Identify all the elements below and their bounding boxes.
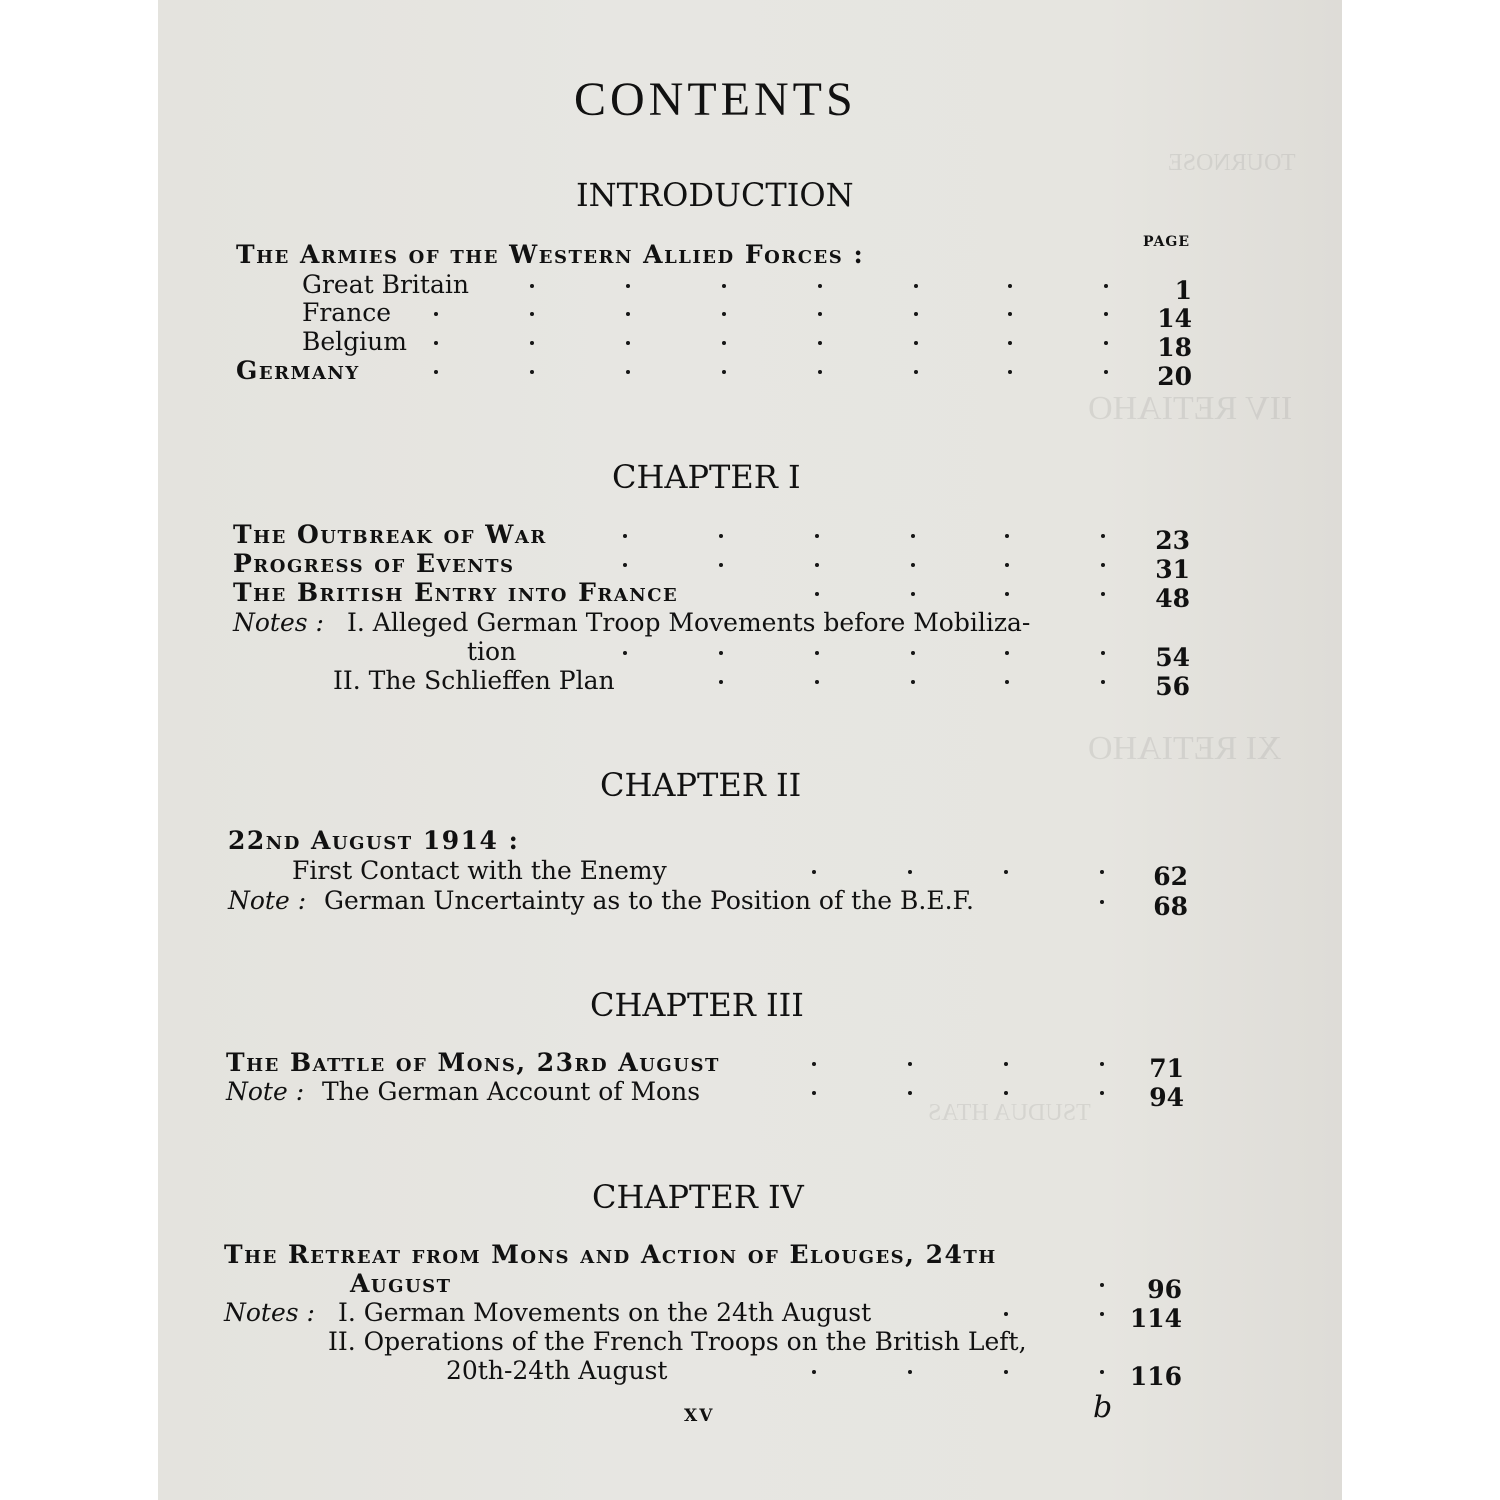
toc-entry-title: The British Entry into France — [233, 578, 679, 607]
chapter-4-heading: CHAPTER IV — [592, 1178, 804, 1216]
toc-entry-title: The Retreat from Mons and Action of Elouges, 24th — [224, 1240, 997, 1269]
toc-entry-title: tion — [467, 637, 517, 666]
toc-entry-title: August — [350, 1269, 452, 1298]
toc-entry — [233, 666, 1190, 701]
toc-entry — [236, 356, 1192, 391]
toc-page-number: 14 — [1157, 304, 1192, 333]
toc-page-number: 20 — [1157, 362, 1192, 391]
toc-entry-title: The Battle of Mons, 23rd August — [226, 1048, 720, 1077]
toc-entry-title: German Uncertainty as to the Position of the B.E.F. — [324, 886, 974, 915]
book-page: TOURNOSE IIV RETIAHO XI RETIAHO TSUDUA HTAS — [158, 0, 1342, 1500]
toc-entry — [224, 1298, 1182, 1333]
toc-entry — [224, 1269, 1182, 1304]
toc-entry-title: Progress of Events — [233, 549, 515, 578]
toc-page-number: 114 — [1129, 1304, 1182, 1333]
introduction-heading: INTRODUCTION — [576, 176, 854, 214]
toc-entry-title: First Contact with the Enemy — [292, 856, 667, 885]
page-column-label: PAGE — [1143, 234, 1190, 250]
toc-entry-title: France — [302, 298, 392, 327]
toc-entry — [233, 549, 1190, 584]
toc-entry — [228, 826, 1188, 856]
toc-entry-prefix: Note : — [226, 1077, 305, 1106]
toc-entry — [233, 637, 1190, 672]
toc-entry — [233, 578, 1190, 613]
toc-page-number: 48 — [1155, 584, 1190, 613]
toc-entry-title: The German Account of Mons — [322, 1077, 701, 1106]
toc-entry-title: Belgium — [302, 327, 407, 356]
toc-entry-title: Great Britain — [302, 270, 469, 299]
toc-entry-title: 20th-24th August — [446, 1356, 668, 1385]
toc-page-number: 71 — [1149, 1054, 1184, 1083]
chapter-1-heading: CHAPTER I — [612, 458, 801, 496]
toc-entry — [233, 520, 1190, 555]
toc-entry — [236, 270, 1192, 305]
toc-page-number: 56 — [1155, 672, 1190, 701]
toc-page-number: 23 — [1155, 526, 1190, 555]
toc-entry — [236, 327, 1192, 362]
toc-entry-prefix: Note : — [228, 886, 307, 915]
toc-entry — [228, 856, 1188, 891]
toc-entry — [226, 1048, 1184, 1083]
toc-page-number: 31 — [1155, 555, 1190, 584]
toc-entry-title: II. The Schlieffen Plan — [333, 666, 615, 695]
toc-page-number: 96 — [1147, 1275, 1182, 1304]
toc-entry-title: 22nd August 1914 : — [228, 826, 520, 855]
chapter-3-heading: CHAPTER III — [590, 986, 804, 1024]
toc-entry-title: I. German Movements on the 24th August — [338, 1298, 872, 1327]
toc-entry — [233, 608, 1190, 638]
toc-entry — [224, 1240, 1182, 1270]
toc-page-number: 1 — [1174, 276, 1192, 305]
toc-entry — [236, 298, 1192, 333]
toc-page-number: 54 — [1155, 643, 1190, 672]
toc-entry — [228, 886, 1188, 921]
toc-page-number: 18 — [1157, 333, 1192, 362]
toc-page-number: 116 — [1129, 1362, 1182, 1391]
chapter-2-heading: CHAPTER II — [600, 766, 802, 804]
toc-entry-prefix: Notes : — [233, 608, 324, 637]
toc-page-number: 94 — [1149, 1083, 1184, 1112]
signature-mark: b — [1093, 1390, 1113, 1425]
folio-roman-numeral: xv — [684, 1398, 715, 1427]
toc-entry — [224, 1327, 1182, 1357]
toc-entry-title: The Outbreak of War — [233, 520, 547, 549]
toc-entry-title: I. Alleged German Troop Movements before Mobiliza- — [347, 608, 1031, 637]
toc-entry-title: II. Operations of the French Troops on the British Left, — [328, 1327, 1027, 1356]
toc-entry-title: Germany — [236, 356, 360, 385]
toc-entry — [236, 240, 1192, 270]
toc-entry-prefix: Notes : — [224, 1298, 315, 1327]
toc-entry — [224, 1356, 1182, 1391]
toc-entry-title: The Armies of the Western Allied Forces : — [236, 240, 865, 269]
toc-page-number: 62 — [1153, 862, 1188, 891]
contents-heading: CONTENTS — [574, 73, 857, 126]
toc-entry — [226, 1077, 1184, 1112]
toc-page-number: 68 — [1153, 892, 1188, 921]
